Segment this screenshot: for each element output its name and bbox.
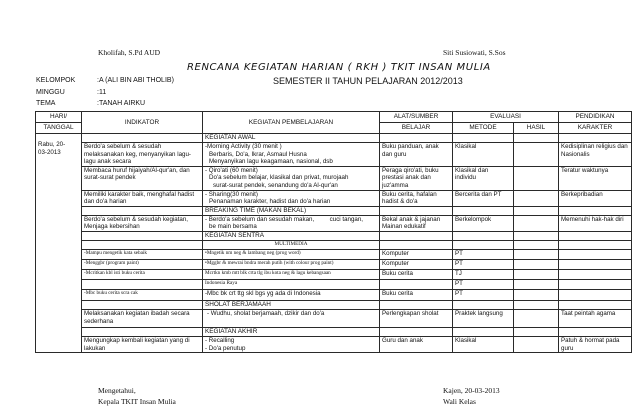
meta-tema-value: :TANAH AIRKU	[97, 100, 146, 107]
semester-label: SEMESTER II TAHUN PELAJARAN 2012/2013	[273, 76, 463, 86]
header-hasil: HASIL	[514, 123, 559, 134]
kegiatan-line: - Berdo'a sebelum dan sesudah makan, cuci tangan,	[205, 215, 364, 223]
meta-kelompok-value: :A (ALI BIN ABI THOLIB)	[97, 77, 174, 84]
header-hari: HARI/	[36, 112, 82, 123]
kegiatan-line: be main bersama	[209, 223, 257, 231]
footer-date: Kajen, 20-03-2013	[443, 386, 500, 395]
karakter-cell: Patuh & hormat pada guru	[559, 336, 632, 352]
indikator-cell: -Mbc buku cerita scra cak	[82, 289, 203, 300]
kegiatan-line: - Qiro'ati (60 menit)	[205, 166, 258, 174]
footer-mengetahui: Mengetahui,	[98, 386, 136, 395]
rkh-table	[35, 111, 632, 353]
kegiatan-cell: -Mbc bk crt ttg skl bgs yg ada di Indonesia	[203, 289, 380, 300]
day-tanggal: 03-2013	[38, 148, 61, 156]
meta-minggu-value: :11	[97, 89, 107, 96]
hasil-cell	[514, 166, 559, 190]
metode-cell: Klasikal dan individu	[453, 166, 514, 190]
kegiatan-cell	[203, 166, 380, 190]
table-row	[36, 166, 632, 190]
indikator-cell: Melaksanakan kegiatan ibadah secara sederhana	[82, 309, 203, 327]
alat-cell: Guru dan anak	[380, 336, 453, 352]
footer-kepala: Kepala TKIT Insan Mulia	[98, 397, 176, 406]
alat-cell: Komputer	[380, 259, 453, 269]
alat-cell: Perlengkapan sholat	[380, 309, 453, 327]
section-sholat-berjamaah: SHOLAT BERJAMAAH	[203, 300, 380, 309]
karakter-cell: Memenuhi hak-hak diri	[559, 215, 632, 231]
header-tanggal: TANGGAL	[36, 123, 82, 134]
meta-kelompok-label: KELOMPOK	[36, 77, 76, 84]
indikator-cell: -Mampu mengetik kata sebaik	[82, 249, 203, 259]
alat-cell: Buku panduan, anak dan guru	[380, 143, 453, 167]
day-hari: Rabu, 20-	[38, 141, 66, 148]
kegiatan-line: Do'a sebelum belajar, klasikal dan privat, murojaah	[209, 174, 349, 182]
header-kegiatan: KEGIATAN PEMBELAJARAN	[203, 112, 380, 134]
alat-cell: Komputer	[380, 249, 453, 259]
section-kegiatan-awal: KEGIATAN AWAL	[203, 134, 380, 143]
metode-cell: PT	[453, 279, 514, 289]
metode-cell: Praktek langsung	[453, 309, 514, 327]
section-breaking-time: BREAKING TIME (MAKAN BEKAL)	[203, 206, 380, 215]
table-row	[36, 279, 632, 289]
metode-cell: PT	[453, 249, 514, 259]
header-evaluasi: EVALUASI	[453, 112, 559, 123]
header-karakter: KARAKTER	[559, 123, 632, 134]
kegiatan-cell	[203, 336, 380, 352]
kegiatan-cell	[203, 190, 380, 206]
metode-cell: Klasikal	[453, 336, 514, 352]
kegiatan-line: Penanaman karakter, hadist dan do'a harian	[209, 198, 331, 206]
hasil-cell	[514, 190, 559, 206]
table-row	[36, 289, 632, 300]
teacher-name: Kholifah, S.Pd AUD	[98, 48, 161, 57]
section-kegiatan-sentra: KEGIATAN SENTRA	[203, 231, 380, 240]
karakter-cell: Teratur waktunya	[559, 166, 632, 190]
headmaster-name: Siti Susiowati, S.Sos	[443, 48, 506, 57]
table-row	[36, 215, 632, 231]
kegiatan-line: - Sharing(30 menit)	[205, 190, 258, 198]
indikator-cell: Mengungkap kembali kegiatan yang di lakukan	[82, 336, 203, 352]
header-alat: ALAT/SUMBER	[380, 112, 453, 123]
indikator-cell: -Menggbr (program paint)	[82, 259, 203, 269]
kegiatan-line: -Morning Activity (30 menit )	[205, 143, 282, 150]
kegiatan-line: Menyanyikan lagu keagamaan, nasional, dsb	[209, 158, 333, 166]
metode-cell: TJ	[453, 269, 514, 279]
hasil-cell	[514, 309, 559, 327]
alat-cell: Buku cerita	[380, 289, 453, 300]
header-pendidikan: PENDIDIKAN	[559, 112, 632, 123]
indikator-cell: Membaca huruf hijaiyah/Al-qur'an, dan surat-surat pendek	[82, 166, 203, 190]
header-alat-2: BELAJAR	[380, 123, 453, 134]
sentra-multimedia: MULTIMEDIA	[203, 240, 380, 249]
day-cell	[36, 134, 82, 353]
indikator-cell: Berdo'a sebelum & sesudah kegiatan, Menjaga kebersihan	[82, 215, 203, 231]
indikator-cell: -Mcritkan kbl isti buku cerita	[82, 269, 203, 279]
kegiatan-cell: Indonesia Raya	[203, 279, 380, 289]
metode-cell: Berkelompok	[453, 215, 514, 231]
kegiatan-cell	[203, 143, 380, 167]
header-metode: METODE	[453, 123, 514, 134]
alat-cell: Buku cerita	[380, 269, 453, 279]
indikator-cell: Memiliki karakter baik, menghafal hadist dan do'a harian	[82, 190, 203, 206]
kegiatan-line: Berbaris, Do'a, Ikrar, Asmaul Husna	[209, 150, 307, 158]
hasil-cell	[514, 336, 559, 352]
table-row	[36, 190, 632, 206]
meta-minggu-label: MINGGU	[36, 89, 65, 96]
meta-tema-label: TEMA	[36, 100, 56, 107]
alat-cell: Bekal anak & jajanan Mainan edukatif	[380, 215, 453, 231]
indikator-cell: Berdo'a sebelum & sesudah melaksanakan keg, menyanyikan lagu-lagu anak secara	[82, 143, 203, 167]
section-kegiatan-akhir: KEGIATAN AKHIR	[203, 327, 380, 336]
table-row	[36, 269, 632, 279]
kegiatan-cell: •Mggbr & mewrai bndra merah putih (with colour prog paint)	[203, 259, 380, 269]
kegiatan-cell: - Wudhu, sholat berjamaah, dzikir dan do'a	[203, 309, 380, 327]
alat-cell: Buku cerita, hafalan hadist & do'a	[380, 190, 453, 206]
hasil-cell	[514, 215, 559, 231]
page-title: RENCANA KEGIATAN HARIAN ( RKH ) TKIT INSAN MULIA	[187, 62, 491, 73]
karakter-cell: Berkepribadian	[559, 190, 632, 206]
metode-cell: PT	[453, 259, 514, 269]
metode-cell: PT	[453, 289, 514, 300]
table-row	[36, 143, 632, 167]
metode-cell: Bercerita dan PT	[453, 190, 514, 206]
karakter-cell: Kedisiplinan religius dan Nasionalis	[559, 143, 632, 167]
hasil-cell	[514, 143, 559, 167]
kegiatan-cell: Mcrtkn kmb mtt blk crta tlg ibu kota neg & lagu kebangsaan	[203, 269, 380, 279]
kegiatan-line: - Recalling	[205, 336, 235, 344]
kegiatan-line: surat-surat pendek, senandung do'a Al-qur'an	[213, 181, 338, 189]
table-row	[36, 309, 632, 327]
kegiatan-cell	[203, 215, 380, 231]
kegiatan-line: - Do'a penutup	[205, 344, 246, 352]
alat-cell: Peraga qiro'ati, buku prestasi anak dan juz'amma	[380, 166, 453, 190]
table-row	[36, 249, 632, 259]
kegiatan-cell: •Mngetik nm neg & lambang neg (prog word)	[203, 249, 380, 259]
table-row	[36, 259, 632, 269]
footer-wali-kelas: Wali Kelas	[443, 397, 476, 406]
karakter-cell: Taat peintah agama	[559, 309, 632, 327]
metode-cell: Klasikal	[453, 143, 514, 167]
table-row	[36, 336, 632, 352]
header-indikator: INDIKATOR	[82, 112, 203, 134]
